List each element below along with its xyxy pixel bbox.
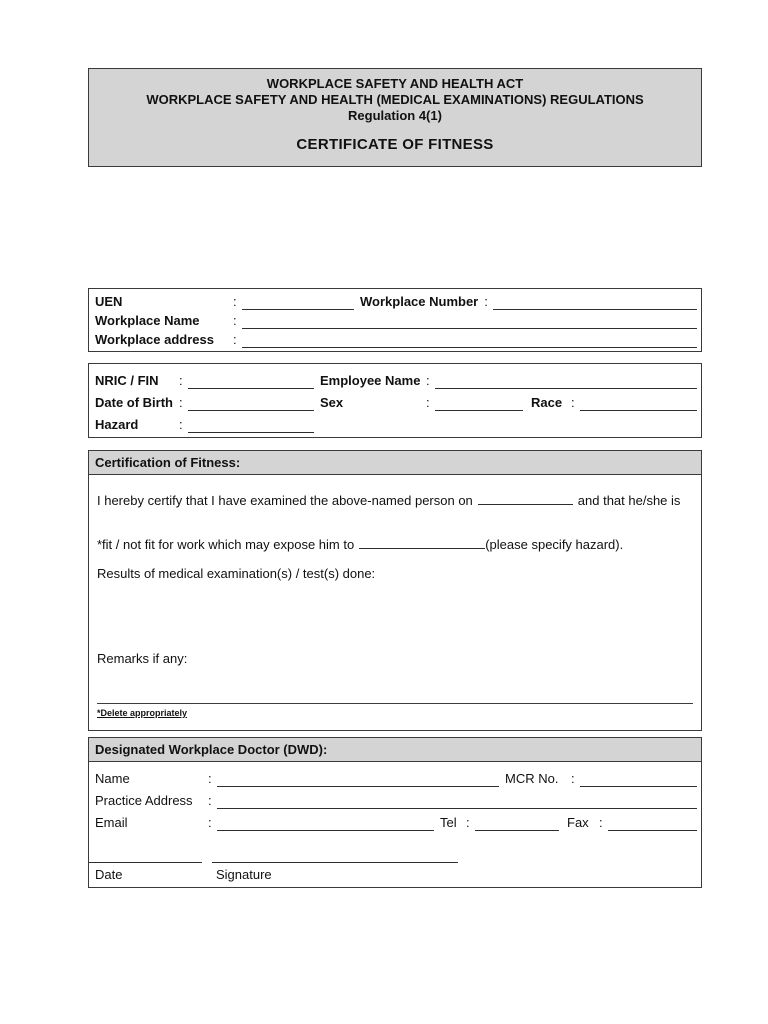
hazard-label: Hazard <box>95 417 139 432</box>
workplace-name-label: Workplace Name <box>95 313 200 328</box>
workplace-address-label: Workplace address <box>95 332 214 347</box>
fax-label: Fax <box>567 815 589 830</box>
doctor-name-label: Name <box>95 771 130 786</box>
employee-details-section <box>88 363 702 438</box>
workplace-details-section <box>88 288 702 352</box>
colon-separator: : <box>179 373 183 388</box>
remarks-label: Remarks if any: <box>97 651 188 666</box>
workplace-address-row <box>89 329 701 348</box>
colon-separator: : <box>179 417 183 432</box>
nric-row <box>89 367 701 389</box>
colon-separator: : <box>208 771 212 786</box>
certificate-title: CERTIFICATE OF FITNESS <box>296 136 494 153</box>
mcr-no-label: MCR No. <box>505 771 559 786</box>
email-field <box>217 816 434 831</box>
signature-row <box>89 862 701 863</box>
tel-field <box>475 816 559 831</box>
fitness-text-pre: *fit / not fit for work which may expose him to <box>97 537 355 552</box>
colon-separator: : <box>208 815 212 830</box>
colon-separator: : <box>599 815 603 830</box>
employee-name-field <box>435 374 697 389</box>
workplace-name-field <box>242 314 697 329</box>
nric-fin-label: NRIC / FIN <box>95 373 159 388</box>
doctor-section-title: Designated Workplace Doctor (DWD): <box>89 738 701 762</box>
certification-section <box>88 450 702 731</box>
email-label: Email <box>95 815 128 830</box>
uen-row <box>89 291 701 310</box>
fax-field <box>608 816 697 831</box>
colon-separator: : <box>466 815 470 830</box>
workplace-name-row <box>89 310 701 329</box>
remarks-field-line <box>97 703 693 704</box>
doctor-name-row <box>89 765 701 787</box>
email-row <box>89 809 701 831</box>
colon-separator: : <box>571 395 575 410</box>
date-of-birth-label: Date of Birth <box>95 395 173 410</box>
signature-label: Signature <box>216 867 272 882</box>
colon-separator: : <box>426 395 430 410</box>
sex-label: Sex <box>320 395 344 410</box>
signature-field-line <box>212 862 458 863</box>
certify-text-pre: I hereby certify that I have examined the above-named person on <box>97 493 473 508</box>
workplace-number-field <box>493 295 697 310</box>
uen-label: UEN <box>95 294 123 309</box>
regulations-title: WORKPLACE SAFETY AND HEALTH (MEDICAL EXAMINATIONS) REGULATIONS <box>146 92 644 107</box>
date-label: Date <box>95 867 123 882</box>
practice-address-label: Practice Address <box>95 793 193 808</box>
doctor-rows <box>89 762 701 831</box>
certify-text-post: and that he/she is <box>577 493 681 508</box>
uen-field <box>242 295 354 310</box>
results-label: Results of medical examination(s) / test(s) done: <box>97 566 376 581</box>
form-header <box>88 68 702 167</box>
colon-separator: : <box>233 313 237 328</box>
certification-body <box>89 493 701 718</box>
practice-address-field <box>217 794 697 809</box>
colon-separator: : <box>233 332 237 347</box>
colon-separator: : <box>426 373 430 388</box>
doctor-section <box>88 737 702 888</box>
certification-section-title: Certification of Fitness: <box>89 451 701 475</box>
doctor-name-field <box>217 772 499 787</box>
hazard-row <box>89 411 701 433</box>
workplace-address-field <box>242 333 697 348</box>
mcr-no-field <box>580 772 697 787</box>
colon-separator: : <box>179 395 183 410</box>
employee-name-label: Employee Name <box>320 373 421 388</box>
regulation-number: Regulation 4(1) <box>348 108 442 123</box>
colon-separator: : <box>571 771 575 786</box>
tel-label: Tel <box>440 815 457 830</box>
date-field-line <box>89 862 202 863</box>
delete-appropriately-note: *Delete appropriately <box>97 708 188 718</box>
colon-separator: : <box>233 294 237 309</box>
fitness-text-post: (please specify hazard). <box>485 537 624 552</box>
date-of-birth-field <box>188 396 314 411</box>
race-label: Race <box>531 395 563 410</box>
colon-separator: : <box>484 294 488 309</box>
act-title: WORKPLACE SAFETY AND HEALTH ACT <box>266 76 524 91</box>
race-field <box>580 396 697 411</box>
colon-separator: : <box>208 793 212 808</box>
certify-statement <box>97 493 693 509</box>
examination-date-field <box>478 494 573 505</box>
signature-labels-row <box>89 867 701 882</box>
fitness-statement <box>97 537 693 553</box>
dob-row <box>89 389 701 411</box>
sex-field <box>435 396 523 411</box>
nric-fin-field <box>188 374 314 389</box>
hazard-field <box>188 418 314 433</box>
hazard-specify-field <box>359 538 485 549</box>
workplace-number-label: Workplace Number <box>360 294 479 309</box>
practice-address-row <box>89 787 701 809</box>
